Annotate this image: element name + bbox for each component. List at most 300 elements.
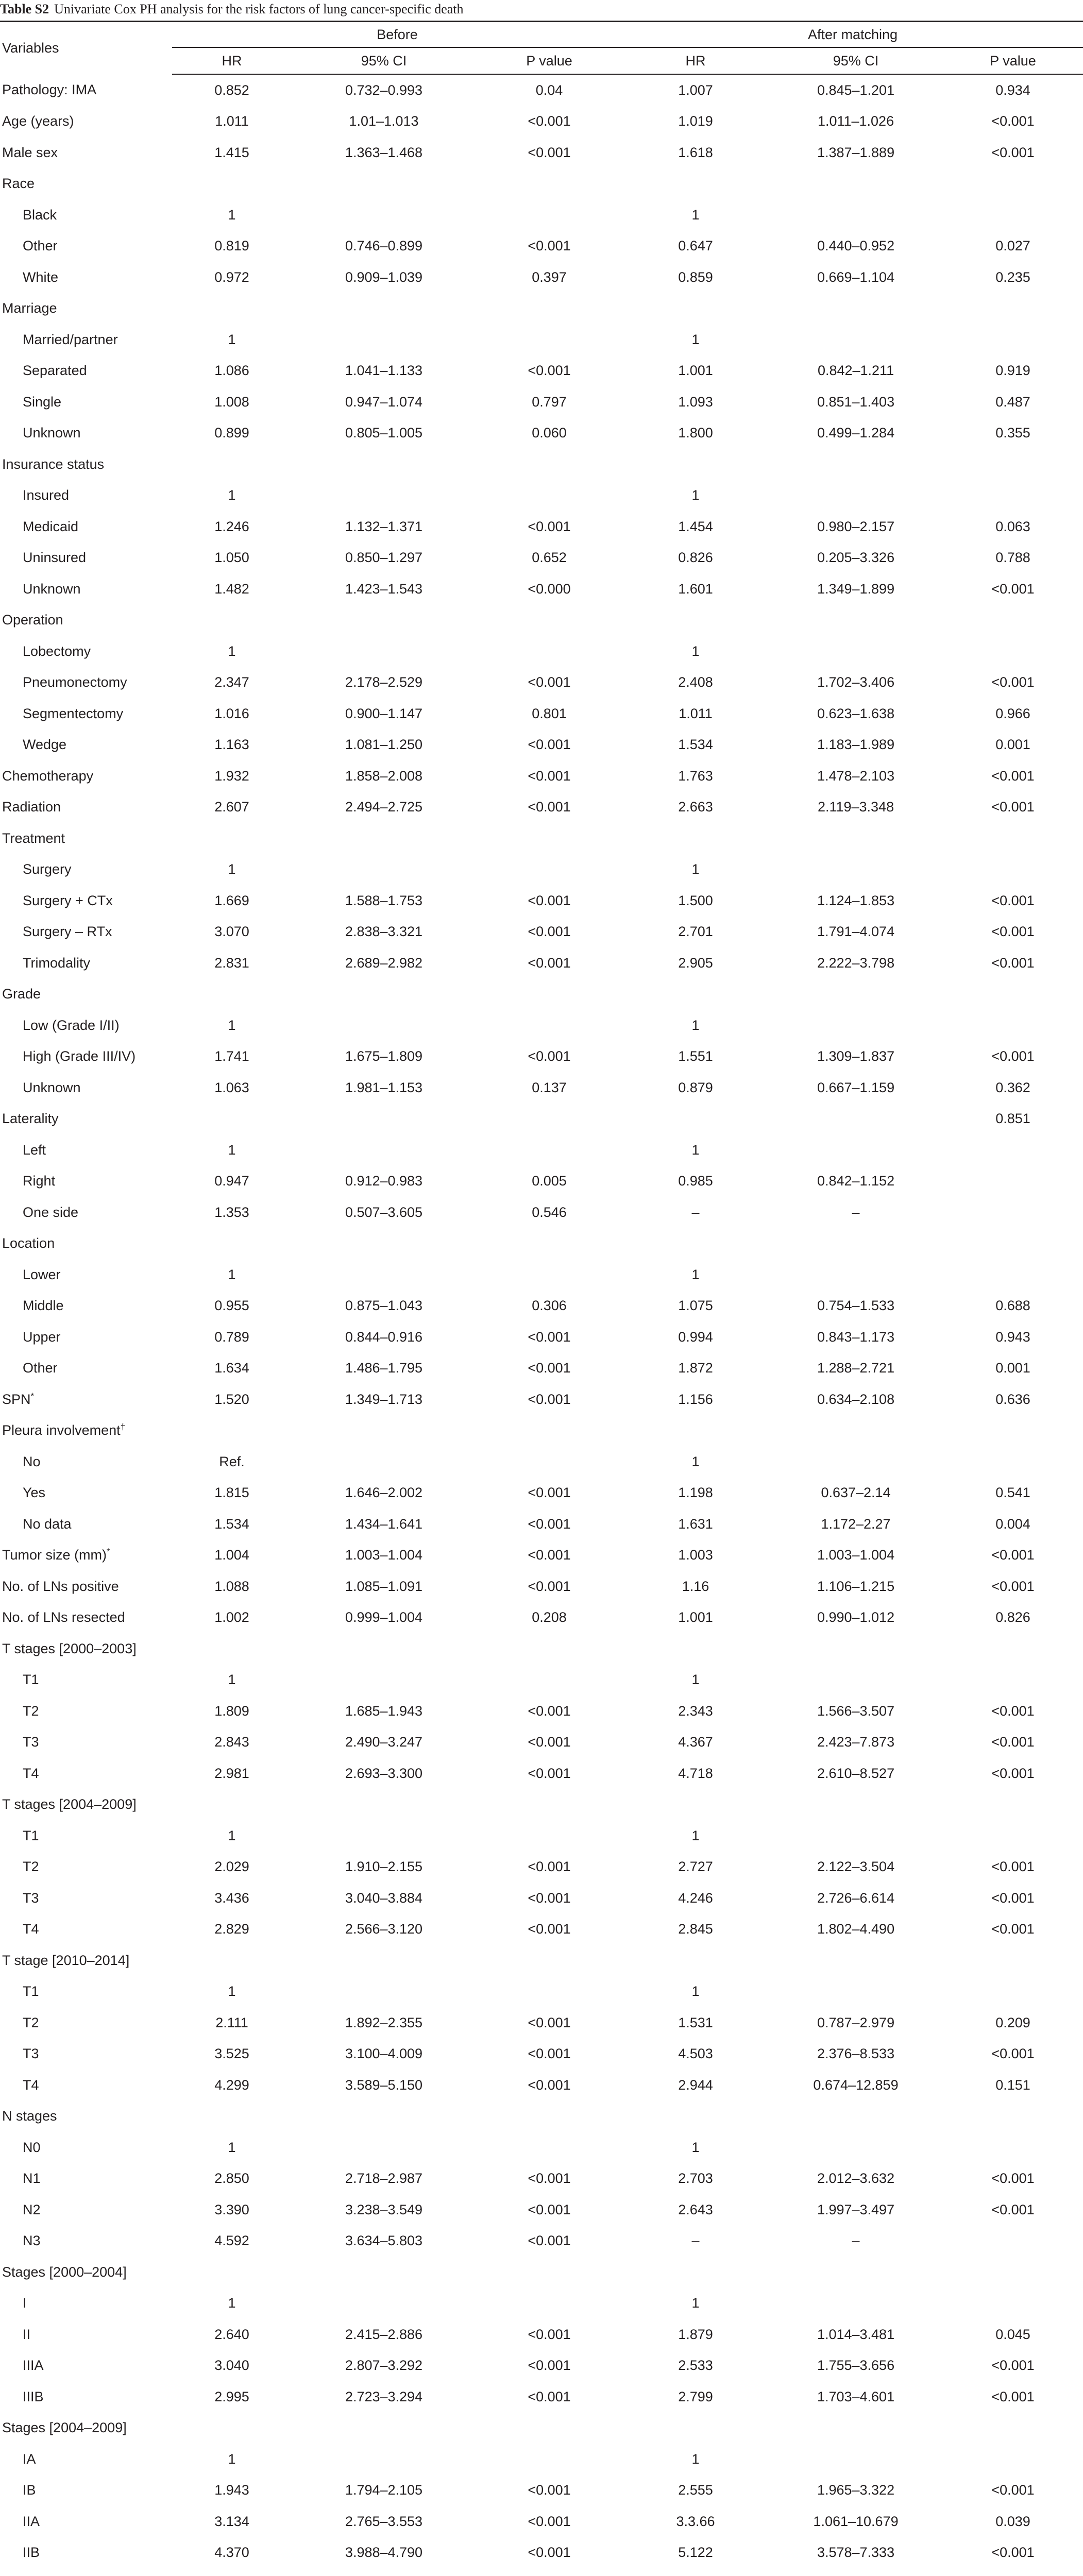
variable-label [0, 2007, 172, 2039]
cell-ci-after [769, 1976, 943, 2008]
cell-hr-after: 1.156 [678, 1391, 713, 1407]
cell-p-before: <0.001 [528, 2482, 571, 2498]
header-hr-before: HR [172, 47, 292, 74]
table-title: Univariate Cox PH analysis for the risk factors of lung cancer-specific death [54, 2, 464, 16]
cell-ci-after [769, 1010, 943, 1041]
cell-hr-after: 1.019 [678, 113, 713, 129]
table-row [0, 199, 1083, 231]
cell-hr-after: 2.701 [678, 924, 713, 940]
table-row [0, 106, 1083, 138]
cell-ci-after [769, 2413, 943, 2444]
cell-p-before: 0.652 [532, 550, 567, 566]
cell-ci-after [769, 854, 943, 886]
cell-ci-before: 0.900–1.147 [345, 705, 423, 721]
variable-label [0, 418, 172, 449]
variable-label [0, 2163, 172, 2195]
cell-p-before: <0.001 [528, 737, 571, 753]
cell-hr-after [622, 2101, 769, 2132]
cell-p-after: 0.966 [995, 705, 1030, 721]
table-row [0, 823, 1083, 854]
cell-p-after: <0.001 [991, 1578, 1035, 1594]
cell-ci-after: 1.387–1.889 [817, 144, 895, 160]
cell-p-after: <0.001 [991, 2201, 1035, 2217]
cell-ci-after [769, 2132, 943, 2163]
cell-p-after: 0.788 [995, 550, 1030, 566]
cell-ci-after [769, 1789, 943, 1821]
table-row [0, 1571, 1083, 1602]
cell-ci-before [292, 823, 476, 854]
cell-p-after: <0.001 [991, 144, 1035, 160]
variable-label [0, 1478, 172, 1509]
cell-p-before: <0.001 [528, 2171, 571, 2187]
cell-hr-after [622, 1415, 769, 1447]
cell-ci-before [292, 168, 476, 200]
cell-ci-before [292, 1228, 476, 1260]
cell-ci-after: 1.349–1.899 [817, 581, 895, 597]
variable-text: Other [23, 238, 58, 254]
variable-label [0, 1540, 172, 1571]
table-row [0, 698, 1083, 730]
cell-hr-before [172, 2413, 292, 2444]
variable-label [0, 1259, 172, 1291]
variable-text: Unknown [23, 425, 81, 441]
cell-hr-before: 3.070 [214, 924, 249, 940]
cell-ci-after [769, 293, 943, 325]
variable-label [0, 2194, 172, 2226]
table-row [0, 1478, 1083, 1509]
variable-text: Unknown [23, 581, 81, 597]
cell-ci-before [292, 480, 476, 512]
cell-p-after: 0.039 [995, 2513, 1030, 2529]
cell-hr-after: 1.800 [678, 425, 713, 441]
cell-p-after: 0.541 [995, 1485, 1030, 1501]
cell-ci-before: 2.838–3.321 [345, 924, 423, 940]
cell-p-before [476, 1633, 622, 1665]
variable-text: T stages [2004–2009] [2, 1797, 137, 1812]
variable-text: Upper [23, 1329, 61, 1345]
cell-p-before [476, 2413, 622, 2444]
cell-ci-before: 3.040–3.884 [345, 1890, 423, 1906]
cell-hr-after: 1.16 [682, 1578, 709, 1594]
cell-ci-after: 1.703–4.601 [817, 2388, 895, 2404]
cell-p-after [943, 1976, 1083, 2008]
cell-p-before [476, 480, 622, 512]
cell-ci-before [292, 605, 476, 636]
table-row [0, 1072, 1083, 1104]
cell-ci-after: 0.674–12.859 [813, 2077, 899, 2093]
cell-hr-before: 1.741 [214, 1048, 249, 1064]
cell-hr-after: 1 [691, 2295, 700, 2311]
table-label: Table S2 [0, 2, 49, 16]
cell-ci-before [292, 293, 476, 325]
cell-hr-after: 1.872 [678, 1360, 713, 1376]
variable-text: Surgery – RTx [23, 924, 112, 940]
cell-p-before: <0.001 [528, 2358, 571, 2374]
variable-text: High (Grade III/IV) [23, 1048, 136, 1064]
cell-ci-after: 0.842–1.152 [817, 1173, 895, 1189]
cell-ci-before: 1.041–1.133 [345, 363, 423, 379]
cell-hr-before: 1 [228, 643, 236, 659]
cell-hr-after: 1.198 [678, 1485, 713, 1501]
cell-ci-before: 1.081–1.250 [345, 737, 423, 753]
cell-ci-after: 2.376–8.533 [817, 2046, 895, 2062]
variable-label [0, 1353, 172, 1384]
cell-ci-after: 0.667–1.159 [817, 1079, 895, 1095]
table-row [0, 605, 1083, 636]
table-row [0, 1633, 1083, 1665]
cell-p-after: 0.209 [995, 2014, 1030, 2030]
cell-hr-before: 0.819 [214, 238, 249, 254]
cell-hr-before [172, 449, 292, 480]
cell-ci-after [769, 168, 943, 200]
variable-text: Surgery [23, 861, 72, 877]
cell-hr-after [622, 1789, 769, 1821]
cell-hr-after: 1.001 [678, 1609, 713, 1625]
cell-hr-before [172, 1633, 292, 1665]
footnote-marker: * [107, 1547, 110, 1557]
variable-text: T1 [23, 1827, 39, 1843]
variable-label [0, 1820, 172, 1852]
cell-p-after: 0.487 [995, 394, 1030, 410]
cell-hr-after: 1 [691, 1266, 700, 1282]
variable-text: N2 [23, 2201, 41, 2217]
variable-label [0, 730, 172, 761]
cell-ci-after [769, 199, 943, 231]
cell-hr-after: 1 [691, 2451, 700, 2467]
table-row [0, 2475, 1083, 2506]
cell-ci-before: 1.434–1.641 [345, 1516, 423, 1532]
variable-text: T stage [2010–2014] [2, 1952, 130, 1968]
variable-label [0, 2381, 172, 2413]
cell-hr-after: 1.618 [678, 144, 713, 160]
cell-p-before: 0.397 [532, 269, 567, 285]
cell-p-before: <0.001 [528, 1516, 571, 1532]
cell-p-before: <0.001 [528, 2014, 571, 2030]
cell-ci-after [769, 1633, 943, 1665]
cell-ci-before [292, 1820, 476, 1852]
cell-hr-after: 1.763 [678, 768, 713, 784]
table-row [0, 1259, 1083, 1291]
variable-text: I [23, 2295, 27, 2311]
cell-p-before [476, 605, 622, 636]
cell-ci-before: 0.850–1.297 [345, 550, 423, 566]
variable-label [0, 792, 172, 823]
variable-label [0, 1945, 172, 1976]
variable-text: Grade [2, 986, 41, 1002]
cell-p-before: <0.001 [528, 1391, 571, 1407]
cell-ci-after [769, 823, 943, 854]
cell-hr-after [622, 2413, 769, 2444]
cell-p-before: <0.001 [528, 1921, 571, 1937]
cell-p-before [476, 1820, 622, 1852]
cell-p-after: <0.001 [991, 2545, 1035, 2561]
variable-label [0, 1727, 172, 1758]
cell-ci-before [292, 1134, 476, 1166]
variable-label [0, 1789, 172, 1821]
variable-label [0, 1166, 172, 1197]
cell-hr-before [172, 1228, 292, 1260]
cell-ci-before: 1.981–1.153 [345, 1079, 423, 1095]
variable-label [0, 1758, 172, 1789]
header-row-groups [0, 22, 1083, 48]
cell-hr-after: 2.555 [678, 2482, 713, 2498]
cell-hr-after [622, 823, 769, 854]
cell-ci-after [769, 1228, 943, 1260]
cell-p-after: <0.001 [991, 768, 1035, 784]
cell-hr-before: 1.932 [214, 768, 249, 784]
variable-text: T4 [23, 1765, 39, 1781]
cell-p-after [943, 1259, 1083, 1291]
variable-text: Insurance status [2, 456, 105, 472]
cell-p-after [943, 1010, 1083, 1041]
cell-p-after: <0.001 [991, 674, 1035, 690]
cell-hr-before: 0.947 [214, 1173, 249, 1189]
header-p-after: P value [943, 47, 1083, 74]
variable-label [0, 1696, 172, 1727]
cell-p-before: 0.208 [532, 1609, 567, 1625]
cell-hr-before: 1.016 [214, 705, 249, 721]
cell-hr-before: 0.899 [214, 425, 249, 441]
variable-label [0, 2537, 172, 2569]
variable-label [0, 1633, 172, 1665]
cell-p-after: 0.001 [995, 737, 1030, 753]
variable-text: Segmentectomy [23, 705, 124, 721]
variable-text: N1 [23, 2171, 41, 2187]
cell-hr-before: 0.972 [214, 269, 249, 285]
table-row [0, 1166, 1083, 1197]
table-row [0, 293, 1083, 325]
cell-ci-after: 0.637–2.14 [821, 1485, 891, 1501]
variable-text: Wedge [23, 737, 67, 753]
cell-p-after: <0.001 [991, 2358, 1035, 2374]
table-row [0, 324, 1083, 355]
table-row [0, 917, 1083, 948]
cell-hr-after: – [691, 1204, 700, 1220]
cell-p-before [476, 168, 622, 200]
cell-ci-before [292, 324, 476, 355]
table-row [0, 1197, 1083, 1228]
variable-label [0, 2506, 172, 2537]
variable-label [0, 760, 172, 792]
cell-hr-before [172, 979, 292, 1010]
cell-ci-after: 1.755–3.656 [817, 2358, 895, 2374]
cell-hr-before: 3.134 [214, 2513, 249, 2529]
variable-text: Right [23, 1173, 56, 1189]
cell-p-after: 0.235 [995, 269, 1030, 285]
variable-text: Pneumonectomy [23, 674, 127, 690]
cell-hr-before [172, 605, 292, 636]
cell-p-before: <0.001 [528, 113, 571, 129]
cell-ci-before: 0.875–1.043 [345, 1298, 423, 1314]
cell-p-after: 0.151 [995, 2077, 1030, 2093]
cell-p-before [476, 636, 622, 667]
cell-p-after [943, 2288, 1083, 2319]
cell-hr-after: 1 [691, 1453, 700, 1469]
variable-label [0, 199, 172, 231]
cell-p-after: <0.001 [991, 2171, 1035, 2187]
table-row [0, 2039, 1083, 2070]
variable-label [0, 1228, 172, 1260]
variable-text: Other [23, 1360, 58, 1376]
cell-ci-after [769, 1415, 943, 1447]
variable-text: SPN [2, 1391, 31, 1407]
variable-text: Laterality [2, 1111, 59, 1127]
table-row [0, 1041, 1083, 1073]
cell-hr-before: 1.002 [214, 1609, 249, 1625]
cell-hr-before: 2.831 [214, 955, 249, 971]
cell-p-after: 0.362 [995, 1079, 1030, 1095]
variable-label [0, 231, 172, 262]
variable-label [0, 2257, 172, 2288]
table-row [0, 2537, 1083, 2569]
variable-label [0, 137, 172, 168]
cell-hr-after: 1 [691, 207, 700, 223]
cell-ci-after [769, 2444, 943, 2475]
cell-ci-after: 0.499–1.284 [817, 425, 895, 441]
cell-hr-after [622, 449, 769, 480]
cell-p-before: <0.001 [528, 2326, 571, 2342]
variable-text: Left [23, 1142, 46, 1158]
cell-ci-before: 2.494–2.725 [345, 799, 423, 815]
cell-hr-after [622, 2568, 769, 2576]
cell-hr-before: 4.592 [214, 2233, 249, 2249]
cell-p-before: <0.001 [528, 1765, 571, 1781]
variable-label [0, 2475, 172, 2506]
cell-p-before: <0.001 [528, 2046, 571, 2062]
cell-hr-before: 2.995 [214, 2388, 249, 2404]
variable-text: Pathology: IMA [2, 82, 97, 98]
variable-text: T4 [23, 1921, 39, 1937]
cell-p-after [943, 1415, 1083, 1447]
cell-ci-before [292, 449, 476, 480]
cell-ci-after: 1.014–3.481 [817, 2326, 895, 2342]
cell-ci-before: 0.999–1.004 [345, 1609, 423, 1625]
cell-p-before [476, 1665, 622, 1696]
cell-hr-after: 1 [691, 1672, 700, 1688]
cell-hr-before: 2.829 [214, 1921, 249, 1937]
cell-hr-before: 4.370 [214, 2545, 249, 2561]
variable-text: No. of LNs positive [2, 1578, 119, 1594]
cell-hr-before: 2.029 [214, 1859, 249, 1875]
cell-hr-after: 2.533 [678, 2358, 713, 2374]
cell-p-before: <0.001 [528, 1048, 571, 1064]
cell-p-before [476, 1446, 622, 1478]
variable-label [0, 1010, 172, 1041]
cell-p-before [476, 293, 622, 325]
cell-ci-after: 0.440–0.952 [817, 238, 895, 254]
variable-text: Single [23, 394, 62, 410]
table-row [0, 1446, 1083, 1478]
variable-label [0, 293, 172, 325]
cell-p-before: <0.001 [528, 1859, 571, 1875]
cell-hr-after [622, 1228, 769, 1260]
cell-hr-before [172, 1415, 292, 1447]
cell-ci-after: – [852, 2233, 860, 2249]
cell-p-before: <0.001 [528, 2513, 571, 2529]
cell-ci-after: 1.965–3.322 [817, 2482, 895, 2498]
cell-p-after: 0.063 [995, 518, 1030, 534]
cell-hr-after: 1.534 [678, 737, 713, 753]
cell-p-after [943, 1228, 1083, 1260]
cell-ci-after [769, 1665, 943, 1696]
cell-hr-before: 3.040 [214, 2358, 249, 2374]
variable-text: Low (Grade I/II) [23, 1017, 120, 1033]
cell-p-after: <0.001 [991, 581, 1035, 597]
cell-ci-before [292, 1665, 476, 1696]
cell-hr-before [172, 168, 292, 200]
variable-text: Location [2, 1235, 55, 1251]
cell-hr-before: 2.640 [214, 2326, 249, 2342]
cell-ci-after: 0.843–1.173 [817, 1329, 895, 1345]
cell-hr-before [172, 293, 292, 325]
variable-label [0, 1914, 172, 1945]
cell-ci-before: 2.718–2.987 [345, 2171, 423, 2187]
cell-p-before [476, 979, 622, 1010]
cell-hr-after [622, 2257, 769, 2288]
cell-ci-after: 1.309–1.837 [817, 1048, 895, 1064]
cell-ci-before [292, 2413, 476, 2444]
cell-hr-after: 4.246 [678, 1890, 713, 1906]
table-row [0, 511, 1083, 543]
cell-ci-after [769, 2101, 943, 2132]
variable-label [0, 74, 172, 106]
cell-ci-before: 0.844–0.916 [345, 1329, 423, 1345]
cell-p-before [476, 823, 622, 854]
variable-text: T2 [23, 1859, 39, 1875]
variable-label [0, 1041, 172, 1073]
cell-hr-after: 1.007 [678, 82, 713, 98]
cell-hr-before: 1.815 [214, 1485, 249, 1501]
table-row [0, 1758, 1083, 1789]
cell-hr-before: 0.955 [214, 1298, 249, 1314]
cell-hr-after: 1.075 [678, 1298, 713, 1314]
cell-ci-before: 0.912–0.983 [345, 1173, 423, 1189]
table-row [0, 1134, 1083, 1166]
cell-hr-after: 0.826 [678, 550, 713, 566]
cell-ci-after [769, 2288, 943, 2319]
cell-p-after: <0.001 [991, 1048, 1035, 1064]
cell-p-after: <0.001 [991, 2046, 1035, 2062]
cell-ci-before [292, 2288, 476, 2319]
cell-ci-before [292, 1104, 476, 1135]
cell-ci-before: 1.858–2.008 [345, 768, 423, 784]
cell-ci-before [292, 1976, 476, 2008]
variable-label [0, 979, 172, 1010]
cell-p-before: <0.000 [528, 581, 571, 597]
table-caption [0, 0, 464, 19]
cell-hr-after: 1.551 [678, 1048, 713, 1064]
variable-text: Age (years) [2, 113, 74, 129]
cell-hr-after: 0.994 [678, 1329, 713, 1345]
cell-ci-after: 1.791–4.074 [817, 924, 895, 940]
table-row [0, 1976, 1083, 2008]
table-row [0, 2444, 1083, 2475]
variable-text: T1 [23, 1672, 39, 1688]
cell-hr-after [622, 1945, 769, 1976]
footnote-marker: † [120, 1422, 126, 1432]
cell-hr-before: 1 [228, 207, 236, 223]
header-hr-after: HR [622, 47, 769, 74]
variable-label [0, 2319, 172, 2350]
cell-hr-before: 2.981 [214, 1765, 249, 1781]
cell-hr-before: 1.163 [214, 737, 249, 753]
cell-p-before: <0.001 [528, 924, 571, 940]
cell-ci-after [769, 979, 943, 1010]
cell-p-after [943, 199, 1083, 231]
cell-hr-before: 1.943 [214, 2482, 249, 2498]
cell-hr-before: 0.852 [214, 82, 249, 98]
table-row [0, 667, 1083, 699]
